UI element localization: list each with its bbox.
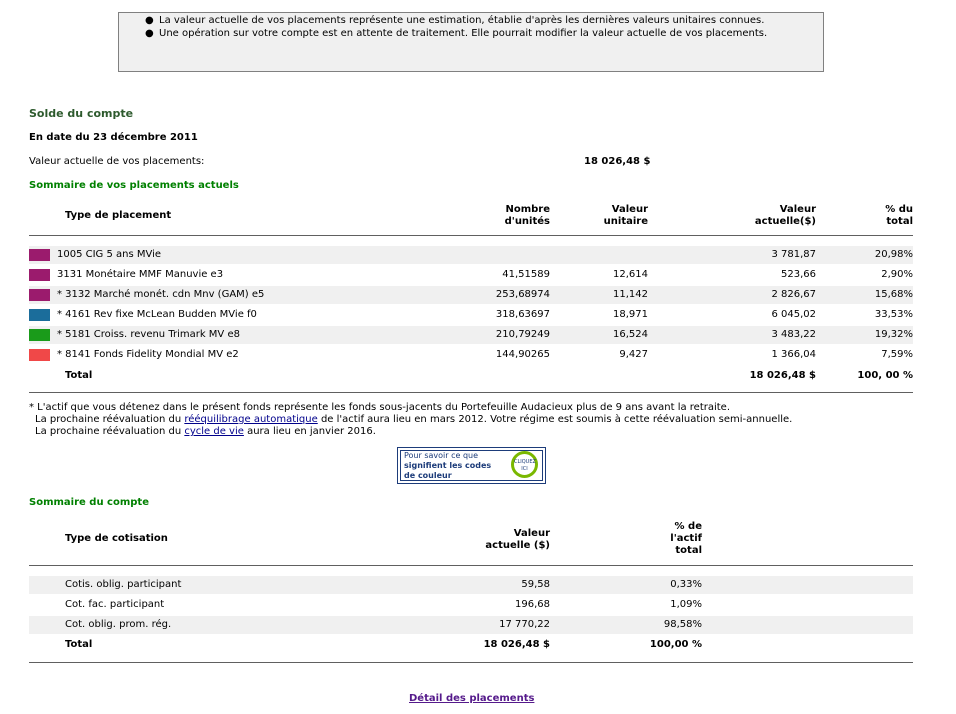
color-swatch: [29, 309, 50, 321]
placement-name: 3131 Monétaire MMF Manuvie e3: [57, 269, 224, 280]
placement-pct: 20,98%: [874, 249, 913, 260]
placement-current-value: 523,66: [781, 269, 816, 280]
account-header-divider: [29, 565, 913, 566]
account-header-type: Type de cotisation: [65, 533, 168, 544]
placement-current-value: 2 826,67: [771, 289, 816, 300]
table-row: [29, 266, 913, 284]
account-title: Sommaire du compte: [29, 497, 149, 508]
table-row: [29, 326, 913, 344]
rebalancing-link[interactable]: rééquilibrage automatique: [184, 414, 318, 425]
placement-unit-value: 18,971: [613, 309, 648, 320]
placement-unit-value: 16,524: [613, 329, 648, 340]
account-total-label: Total: [65, 639, 93, 650]
header-current-value: Valeur actuelle($): [754, 204, 816, 227]
placement-current-value: 6 045,02: [771, 309, 816, 320]
balance-date: En date du 23 décembre 2011: [29, 132, 198, 143]
contribution-pct: 0,33%: [670, 579, 702, 590]
contribution-type: Cot. oblig. prom. rég.: [65, 619, 172, 630]
table-row: [29, 286, 913, 304]
account-total-row: [29, 636, 913, 654]
placement-name: * 5181 Croiss. revenu Trimark MV e8: [57, 329, 240, 340]
table-row: [29, 596, 913, 614]
placement-pct: 19,32%: [874, 329, 913, 340]
balance-label: Valeur actuelle de vos placements:: [29, 156, 205, 167]
color-swatch: [29, 249, 50, 261]
account-total-pct: 100,00 %: [649, 639, 702, 650]
placements-title: Sommaire de vos placements actuels: [29, 180, 239, 191]
life-cycle-link[interactable]: cycle de vie: [184, 426, 244, 437]
account-total-value: 18 026,48 $: [483, 639, 550, 650]
table-row: [29, 576, 913, 594]
placement-unit-value: 9,427: [619, 349, 648, 360]
contribution-type: Cotis. oblig. participant: [65, 579, 182, 590]
placements-bottom-divider: [29, 392, 913, 393]
notice-item: ● Une opération sur votre compte est en attente de traitement. Elle pourrait modifier la valeur actuelle de vos placements.: [145, 28, 768, 39]
table-row: [29, 346, 913, 364]
balance-title: Solde du compte: [29, 107, 134, 120]
header-type: Type de placement: [65, 210, 172, 221]
placement-current-value: 1 366,04: [771, 349, 816, 360]
bullet-icon: ●: [145, 15, 154, 26]
table-row: [29, 616, 913, 634]
placement-pct: 15,68%: [874, 289, 913, 300]
placement-units: 41,51589: [502, 269, 550, 280]
placements-total-row: [29, 367, 913, 385]
contribution-value: 17 770,22: [499, 619, 550, 630]
color-swatch: [29, 349, 50, 361]
placement-current-value: 3 781,87: [771, 249, 816, 260]
placement-unit-value: 12,614: [613, 269, 648, 280]
color-swatch: [29, 329, 50, 341]
header-pct: % du total: [885, 204, 913, 227]
account-header-pct: % de l'actif total: [670, 521, 702, 556]
table-row: [29, 246, 913, 264]
placement-units: 253,68974: [495, 289, 550, 300]
notice-item: ● La valeur actuelle de vos placements représente une estimation, établie d'après les dernières valeurs unitaires connues.: [145, 15, 765, 26]
placement-units: 318,63697: [495, 309, 550, 320]
placement-name: * 3132 Marché monét. cdn Mnv (GAM) e5: [57, 289, 265, 300]
placement-name: 1005 CIG 5 ans MVie: [57, 249, 162, 260]
placement-pct: 7,59%: [881, 349, 913, 360]
color-swatch: [29, 269, 50, 281]
placement-name: * 8141 Fonds Fidelity Mondial MV e2: [57, 349, 239, 360]
header-unit-value: Valeur unitaire: [603, 204, 648, 227]
color-swatch: [29, 289, 50, 301]
footnote-line3: La prochaine réévaluation du cycle de vie aura lieu en janvier 2016.: [35, 426, 376, 437]
click-here-icon: CLIQUEZ ICI: [511, 451, 538, 478]
footnote-line2: La prochaine réévaluation du rééquilibrage automatique de l'actif aura lieu en mars 2012. Votre régime est soumis à cette réévaluation semi-annuelle.: [35, 414, 793, 425]
bullet-icon: ●: [145, 28, 154, 39]
footnote-line1: * L'actif que vous détenez dans le présent fonds représente les fonds sous-jacents du Portefeuille Audacieux plus de 9 ans avant la retraite.: [29, 402, 731, 413]
contribution-value: 196,68: [515, 599, 550, 610]
notice-box: [118, 12, 824, 72]
total-label: Total: [65, 370, 93, 381]
contribution-value: 59,58: [521, 579, 550, 590]
placement-current-value: 3 483,22: [771, 329, 816, 340]
account-bottom-divider: [29, 662, 913, 663]
contribution-type: Cot. fac. participant: [65, 599, 165, 610]
placement-details-link[interactable]: Détail des placements: [409, 693, 535, 704]
placement-name: * 4161 Rev fixe McLean Budden MVie f0: [57, 309, 257, 320]
table-row: [29, 306, 913, 324]
color-codes-button[interactable]: Pour savoir ce que signifient les codes de couleur CLIQUEZ ICI: [397, 447, 546, 484]
contribution-pct: 1,09%: [670, 599, 702, 610]
placement-pct: 33,53%: [874, 309, 913, 320]
contribution-pct: 98,58%: [663, 619, 702, 630]
header-divider: [29, 235, 913, 236]
placement-pct: 2,90%: [881, 269, 913, 280]
placement-unit-value: 11,142: [613, 289, 648, 300]
placement-units: 210,79249: [495, 329, 550, 340]
total-value: 18 026,48 $: [749, 370, 816, 381]
account-header-current: Valeur actuelle ($): [485, 528, 550, 551]
header-units: Nombre d'unités: [504, 204, 550, 227]
balance-value: 18 026,48 $: [584, 156, 651, 167]
placement-units: 144,90265: [495, 349, 550, 360]
total-pct: 100, 00 %: [857, 370, 913, 381]
